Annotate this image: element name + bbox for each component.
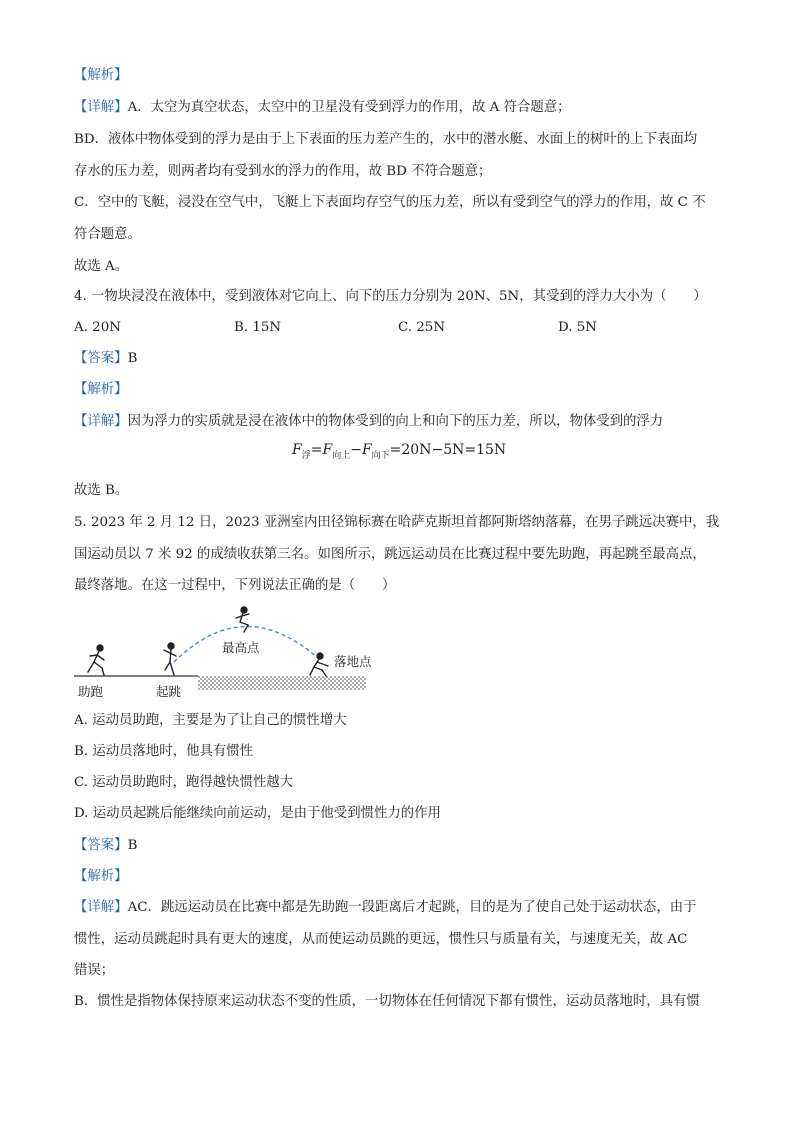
detail-text: 错误； [74, 963, 115, 978]
analysis-tag: 【解析】 [74, 869, 128, 884]
question-stem: 最终落地。在这一过程中，下列说法正确的是（ ） [74, 578, 396, 593]
answer-tag: 【答案】 [74, 351, 128, 366]
option-d: D. 运动员起跳后能继续向前运动，是由于他受到惯性力的作用 [74, 806, 441, 821]
option-b: B. 15N [234, 320, 282, 335]
answer-line [74, 349, 137, 369]
label-land: 落地点 [334, 654, 372, 669]
option-a: A. 20N [74, 320, 121, 335]
detail-tag: 【详解】 [74, 414, 128, 429]
option-b: B. 运动员落地时，他具有惯性 [74, 744, 254, 759]
analysis-tag: 【解析】 [74, 68, 128, 83]
detail-tag: 【详解】 [74, 900, 128, 915]
long-jump-figure [70, 600, 390, 705]
peak-figure [236, 607, 249, 632]
option-c: C. 25N [398, 320, 446, 335]
detail-line [74, 898, 697, 918]
option-c: C. 运动员助跑时，跑得越快惯性越大 [74, 775, 294, 790]
detail-text: 存水的压力差，则两者均有受到水的浮力的作用，故 BD 不符合题意； [74, 164, 492, 179]
landing-figure [310, 653, 328, 676]
label-jump: 起跳 [156, 684, 182, 699]
detail-text: 惯性，运动员跳起时具有更大的速度，从而使运动员跳的更远，惯性只与质量有关，与速度无关，故 AC [74, 932, 688, 947]
answer-value: B [127, 351, 138, 366]
sand-pit [198, 676, 366, 690]
option-d: D. 5N [558, 320, 598, 335]
conclusion: 故选 B。 [74, 483, 129, 498]
label-run: 助跑 [78, 684, 104, 699]
conclusion: 故选 A。 [74, 259, 129, 274]
analysis-tag: 【解析】 [74, 382, 128, 397]
question-stem: 国运动员以 7 米 92 的成绩收获第三名。如图所示，跳远运动员在比赛过程中要先助跑，再起跳至最高点， [74, 547, 706, 562]
detail-text: B．惯性是指物体保持原来运动状态不变的性质，一切物体在任何情况下都有惯性，运动员落地时，具有惯 [74, 994, 700, 1009]
answer-tag: 【答案】 [74, 838, 128, 853]
question-stem: 5. 2023 年 2 月 12 日，2023 亚洲室内田径锦标赛在哈萨克斯坦首都阿斯塔纳落幕，在男子跳远决赛中，我 [74, 515, 720, 530]
label-peak: 最高点 [222, 640, 260, 655]
detail-text: 因为浮力的实质就是浸在液体中的物体受到的向上和向下的压力差，所以，物体受到的浮力 [127, 414, 664, 429]
runner-figure [88, 645, 104, 675]
detail-text: AC．跳远运动员在比赛中都是先助跑一段距离后才起跳，目的是为了使自己处于运动状态，由于 [127, 900, 697, 915]
takeoff-figure [164, 643, 176, 675]
buoyancy-formula: $F_浮=F_{向上}-F_{向下}=20N-5N=15N$ [292, 442, 507, 461]
detail-text: 符合题意。 [74, 227, 141, 242]
detail-text: A．太空为真空状态，太空中的卫星没有受到浮力的作用，故 A 符合题意； [127, 100, 571, 115]
detail-line [74, 98, 571, 118]
detail-tag: 【详解】 [74, 100, 128, 115]
answer-value: B [127, 838, 138, 853]
option-a: A. 运动员助跑，主要是为了让自己的惯性增大 [74, 713, 347, 728]
detail-text: C．空中的飞艇，浸没在空气中，飞艇上下表面均存空气的压力差，所以有受到空气的浮力的作用，故 C 不 [74, 195, 706, 210]
question-stem: 4. 一物块浸没在液体中，受到液体对它向上、向下的压力分别为 20N、5N，其受到的浮力大小为（ ） [74, 289, 707, 304]
detail-text: BD．液体中物体受到的浮力是由于上下表面的压力差产生的，水中的潜水艇、水面上的树叶的上下表面均 [74, 132, 698, 147]
answer-line [74, 836, 137, 856]
detail-line [74, 412, 663, 432]
